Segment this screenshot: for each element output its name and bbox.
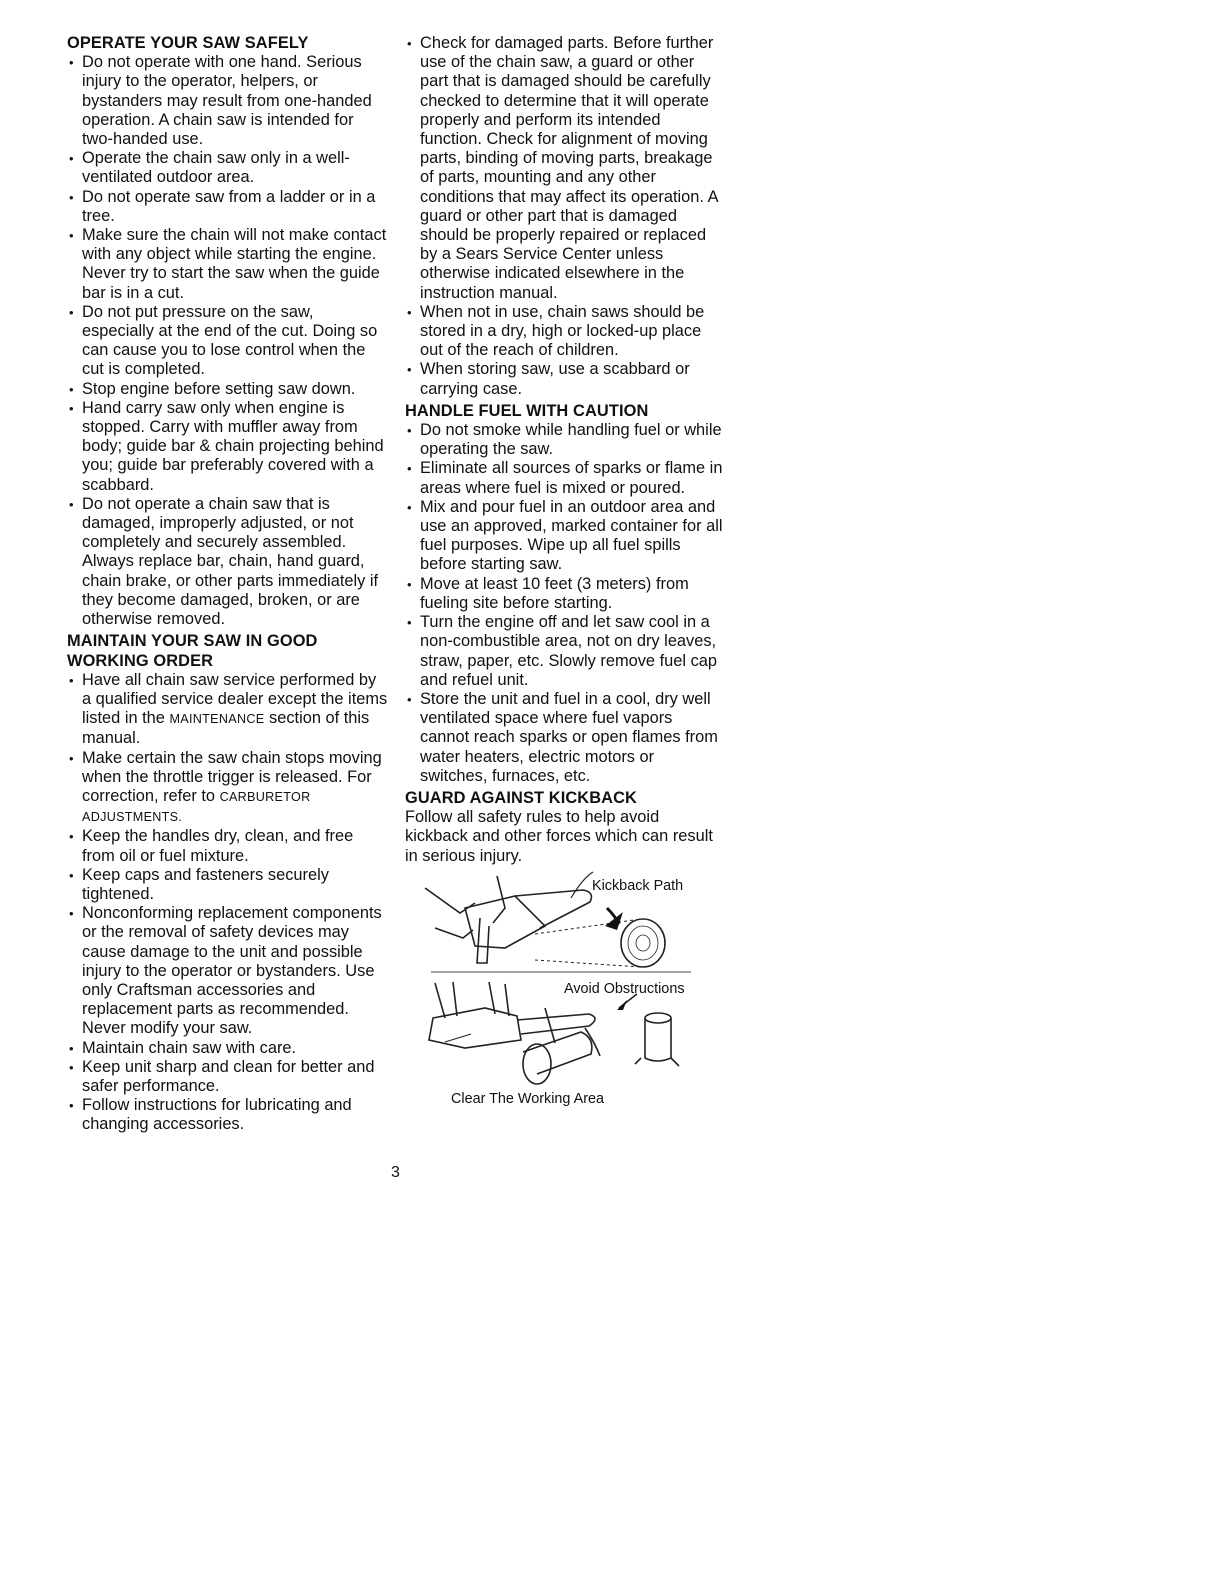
avoid-arrow-icon	[617, 1000, 627, 1010]
list-item: • Operate the chain saw only in a well-ventilated outdoor area.	[67, 149, 389, 187]
left-column	[67, 34, 389, 1138]
operate-safely-list	[67, 53, 389, 629]
list-item: • When storing saw, use a scabbard or carrying case.	[405, 360, 723, 398]
section-heading-maintain-saw: MAINTAIN YOUR SAW IN GOOD WORKING ORDER	[67, 632, 318, 670]
list-item: • Do not operate saw from a ladder or in a tree.	[67, 188, 389, 226]
list-item: • Follow instructions for lubricating and changing accessories.	[67, 1096, 389, 1134]
list-item-text: Make certain the saw chain stops moving when the throttle trigger is released. For correction, refer to	[82, 748, 382, 805]
parts-storage-list	[405, 34, 723, 399]
page-number: 3	[391, 1164, 400, 1181]
list-item	[67, 671, 389, 749]
list-item: • Do not operate a chain saw that is damaged, improperly adjusted, or not completely and securely assembled. Always replace bar, chain, hand guard, chain brake, or other parts immediately if they become damaged, broken, or are otherwise removed.	[67, 495, 389, 629]
list-item-text: Have all chain saw service performed by a qualified service dealer except the items listed in the	[82, 670, 388, 728]
kickback-path-label: Kickback Path	[592, 877, 684, 894]
list-item: • When not in use, chain saws should be stored in a dry, high or locked-up place out of the reach of children.	[405, 303, 723, 361]
list-item: • Mix and pour fuel in an outdoor area and use an approved, marked container for all fuel purposes. Wipe up all fuel spills before starting saw.	[405, 498, 723, 575]
list-item: • Hand carry saw only when engine is stopped. Carry with muffler away from body; guide bar & chain projecting behind you; guide bar preferably covered with a scabbard.	[67, 399, 389, 495]
list-item: • Keep caps and fasteners securely tightened.	[67, 866, 389, 904]
list-item: • Stop engine before setting saw down.	[67, 380, 389, 399]
list-item: • Make sure the chain will not make contact with any object while starting the engine. Never try to start the saw when the guide bar is in a cut.	[67, 226, 389, 303]
list-item	[67, 749, 389, 828]
kickback-intro: Follow all safety rules to help avoid kickback and other forces which can result in serious injury.	[405, 808, 713, 865]
list-item-text: section of this manual.	[82, 709, 370, 748]
list-item: • Keep unit sharp and clean for better and safer performance.	[67, 1058, 389, 1096]
list-item: • Eliminate all sources of sparks or flame in areas where fuel is mixed or poured.	[405, 459, 723, 497]
section-heading-handle-fuel: HANDLE FUEL WITH CAUTION	[405, 401, 649, 420]
list-item: • Nonconforming replacement components or the removal of safety devices may cause damage to the unit and possible injury to the operator or bystanders. Use only Craftsman accessories and replacement parts as recommended. Never modify your saw.	[67, 904, 389, 1038]
list-item: • Store the unit and fuel in a cool, dry well ventilated space where fuel vapors cannot reach sparks or open flames from water heaters, electric motors or switches, furnaces, etc.	[405, 690, 723, 786]
list-item: • Keep the handles dry, clean, and free from oil or fuel mixture.	[67, 827, 389, 865]
handle-fuel-list	[405, 421, 723, 786]
list-item: • Maintain chain saw with care.	[67, 1039, 389, 1058]
carburetor-reference: CARBURETOR ADJUSTMENTS.	[82, 789, 311, 825]
list-item: • Check for damaged parts. Before further use of the chain saw, a guard or other part that is damaged should be carefully checked to determine that it will operate properly and perform its intended function. Check for alignment of moving parts, binding of moving parts, breakage of parts, mounting and any other conditions that may affect its operation. A guard or other part that is damaged should be properly repaired or replaced by a Sears Service Center unless otherwise indicated elsewhere in the instruction manual.	[405, 34, 723, 303]
list-item: • Turn the engine off and let saw cool in a non-combustible area, not on dry leaves, straw, paper, etc. Slowly remove fuel cap and refuel unit.	[405, 613, 723, 690]
list-item: • Do not put pressure on the saw, especially at the end of the cut. Doing so can cause you to lose control when the cut is completed.	[67, 303, 389, 380]
list-item: • Do not operate with one hand. Serious injury to the operator, helpers, or bystanders may result from one-handed operation. A chain saw is intended for two-handed use.	[67, 53, 389, 149]
maintain-saw-list	[67, 671, 389, 1135]
kickback-illustration	[405, 868, 723, 1113]
list-item: • Move at least 10 feet (3 meters) from fueling site before starting.	[405, 575, 723, 613]
avoid-obstructions-label: Avoid Obstructions	[564, 980, 685, 997]
clear-working-area-label: Clear The Working Area	[451, 1090, 605, 1107]
obstruction-scene	[429, 982, 679, 1084]
right-column	[405, 34, 723, 1113]
list-item: • Do not smoke while handling fuel or while operating the saw.	[405, 421, 723, 459]
section-heading-operate-safely: OPERATE YOUR SAW SAFELY	[67, 34, 309, 52]
section-heading-guard-kickback: GUARD AGAINST KICKBACK	[405, 788, 637, 807]
maintenance-reference: MAINTENANCE	[169, 712, 265, 727]
